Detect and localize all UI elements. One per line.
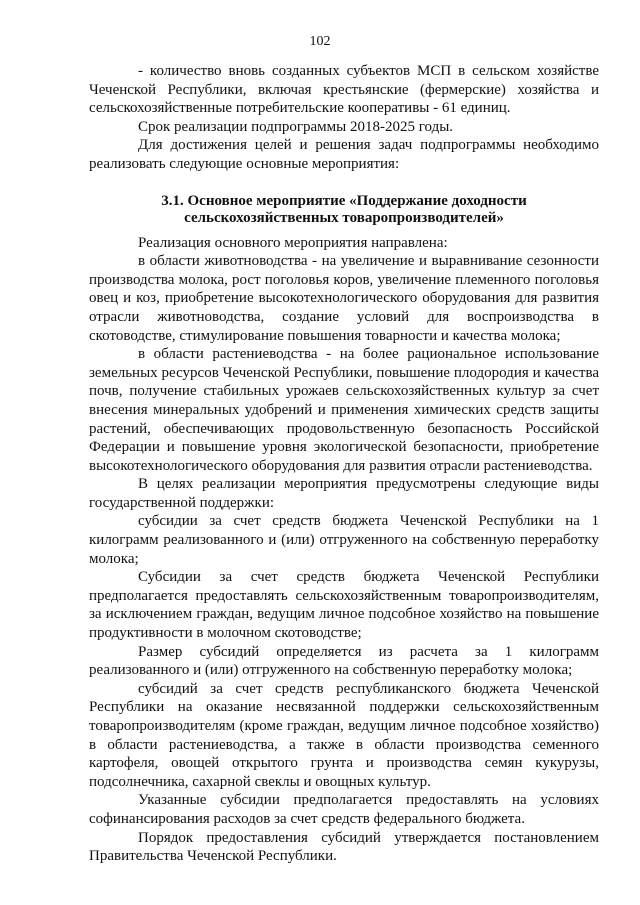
paragraph: в области животноводства - на увеличение и выравнивание сезонности производства молока, рост поголовья коров, увеличение племенного поголовья овец и коз, приобретение высокотехнологического оборудования для развития отрасли животноводства, создание условий для воспроизводства в скотоводстве, стимулирование повышения товарности и качества молока;	[89, 253, 599, 344]
section-heading-line: сельскохозяйственных товаропроизводителей»	[184, 209, 504, 226]
paragraph: Порядок предоставления субсидий утверждается постановлением Правительства Чеченской Республики.	[89, 829, 599, 865]
paragraph: В целях реализации мероприятия предусмотрены следующие виды государственной поддержки:	[89, 476, 599, 511]
paragraph: Для достижения целей и решения задач подпрограммы необходимо реализовать следующие основные мероприятия:	[89, 137, 599, 172]
section-heading-line: 3.1. Основное мероприятие «Поддержание доходности	[161, 192, 527, 209]
paragraph: Срок реализации подпрограммы 2018-2025 годы.	[138, 118, 454, 135]
paragraph: субсидий за счет средств республиканского бюджета Чеченской Республики на оказание несвязанной поддержки сельскохозяйственным товаропроизводителям (кроме граждан, ведущим личное подсобное хозяйство) в области растениеводства, а также в области производства семенного картофеля, овощей открытого грунта и производства семян кукурузы, подсолнечника, сахарной свеклы и овощных культур.	[89, 680, 599, 790]
paragraph: - количество вновь созданных субъектов МСП в сельском хозяйстве Чеченской Республики, включая крестьянские (фермерские) хозяйства и сельскохозяйственные потребительские кооперативы - 61 единиц.	[89, 63, 599, 117]
paragraph: Размер субсидий определяется из расчета за 1 килограмм реализованного и (или) отгруженного на собственную переработку молока;	[89, 643, 599, 679]
paragraph: субсидии за счет средств бюджета Чеченской Республики на 1 килограмм реализованного и (или) отгруженного на собственную переработку молока;	[89, 513, 599, 567]
paragraph: Субсидии за счет средств бюджета Чеченской Республики предполагается предоставлять сельскохозяйственным товаропроизводителям, за исключением граждан, ведущим личное подсобное хозяйство на повышение продуктивности в молочном скотоводстве;	[89, 569, 599, 642]
paragraph: Указанные субсидии предполагается предоставлять на условиях софинансирования расходов за счет средств федерального бюджета.	[89, 792, 599, 827]
section-heading	[89, 193, 599, 227]
paragraph: в области растениеводства - на более рациональное использование земельных ресурсов Чеченской Республики, повышение плодородия и качества почв, получение стабильных урожаев сельскохозяйственных культур за счет внесения минеральных удобрений и применения химических средств защиты растений, обеспечивающих продовольственную безопасность Российской Федерации и повышение уровня экологической безопасности, приобретение высокотехнологического оборудования для развития отрасли растениеводства.	[89, 346, 599, 474]
document-body	[89, 62, 599, 866]
paragraph: Реализация основного мероприятия направлена:	[138, 234, 448, 251]
page-number: 102	[309, 34, 331, 49]
